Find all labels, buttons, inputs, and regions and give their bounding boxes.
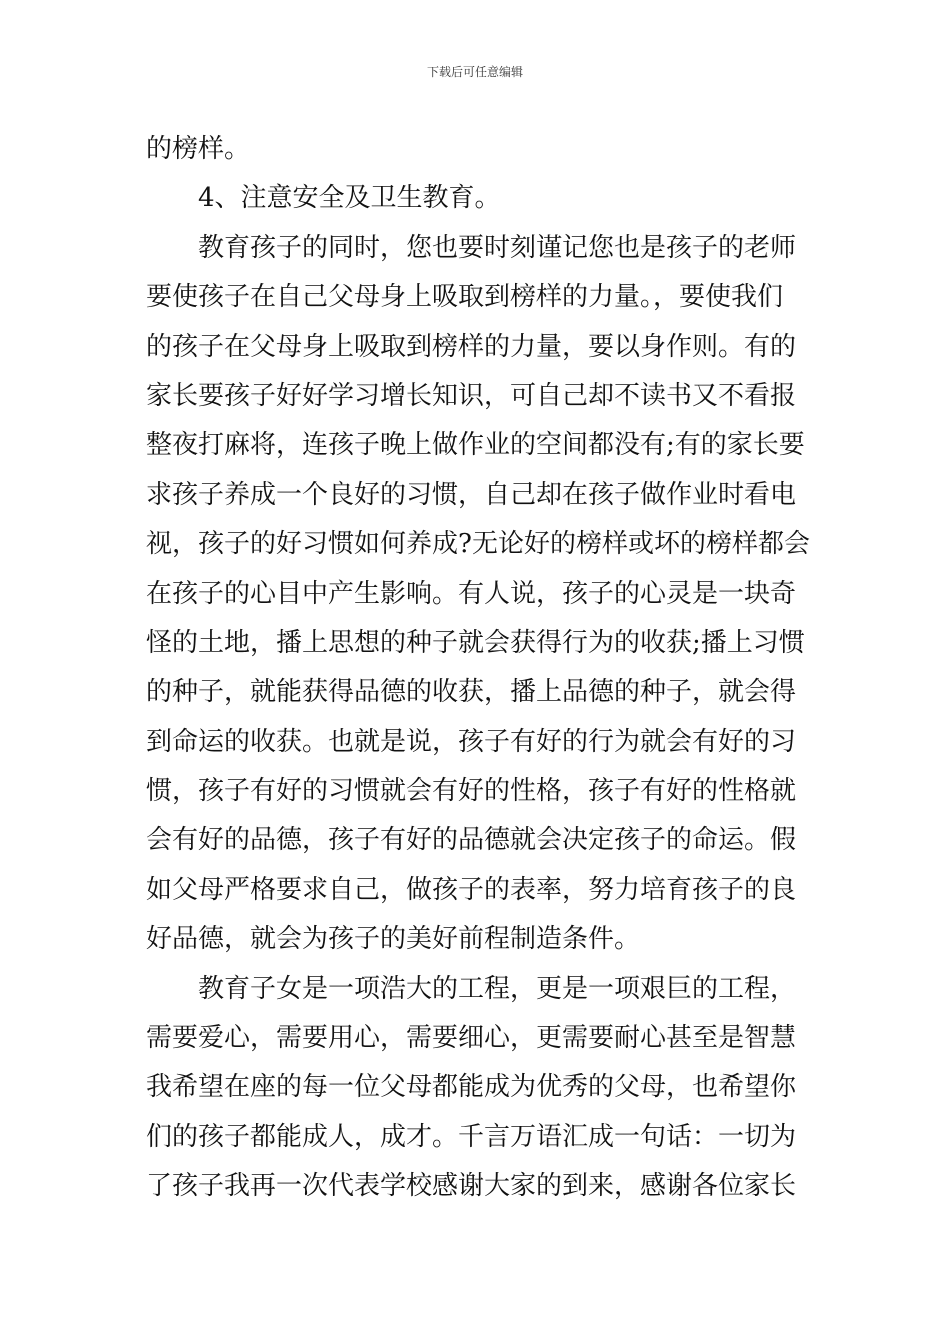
text-line: 了孩子我再一次代表学校感谢大家的到来，感谢各位家长	[146, 1171, 797, 1202]
text-line: 需要爱心，需要用心，需要细心，更需要耐心甚至是智慧	[146, 1023, 797, 1054]
text-line: 在孩子的心目中产生影响。有人说，孩子的心灵是一块奇	[146, 578, 797, 609]
text-line: 怪的土地，播上思想的种子就会获得行为的收获;播上习惯	[146, 627, 805, 658]
text-line: 的榜样。	[146, 134, 251, 164]
list-item-heading: 4、注意安全及卫生教育。	[198, 183, 501, 214]
page-header: 下载后可任意编辑	[426, 65, 523, 79]
text-line: 整夜打麻将，连孩子晚上做作业的空间都没有;有的家长要	[146, 430, 805, 461]
text-line: 视，孩子的好习惯如何养成?无论好的榜样或坏的榜样都会	[146, 529, 810, 560]
document-body	[146, 125, 816, 1212]
paragraph-first-line: 教育孩子的同时，您也要时刻谨记您也是孩子的老师	[198, 232, 797, 263]
text-line: 到命运的收获。也就是说，孩子有好的行为就会有好的习	[146, 726, 797, 757]
text-line: 要使孩子在自己父母身上吸取到榜样的力量。，要使我们	[146, 282, 784, 313]
text-line: 好品德，就会为孩子的美好前程制造条件。	[146, 924, 641, 955]
text-line: 我希望在座的每一位父母都能成为优秀的父母，也希望你	[146, 1072, 797, 1103]
text-line: 惯，孩子有好的习惯就会有好的性格，孩子有好的性格就	[146, 776, 797, 807]
text-line: 会有好的品德，孩子有好的品德就会决定孩子的命运。假	[146, 825, 797, 856]
text-line: 求孩子养成一个良好的习惯，自己却在孩子做作业时看电	[146, 479, 797, 510]
text-line: 如父母严格要求自己，做孩子的表率，努力培育孩子的良	[146, 874, 797, 905]
text-line: 的种子，就能获得品德的收获，播上品德的种子，就会得	[146, 677, 797, 708]
text-line: 们的孩子都能成人，成才。千言万语汇成一句话：一切为	[146, 1121, 797, 1152]
text-line: 的孩子在父母身上吸取到榜样的力量，要以身作则。有的	[146, 331, 797, 362]
paragraph-first-line: 教育子女是一项浩大的工程，更是一项艰巨的工程，	[198, 973, 797, 1004]
text-line: 家长要孩子好好学习增长知识，可自己却不读书又不看报	[146, 380, 797, 411]
